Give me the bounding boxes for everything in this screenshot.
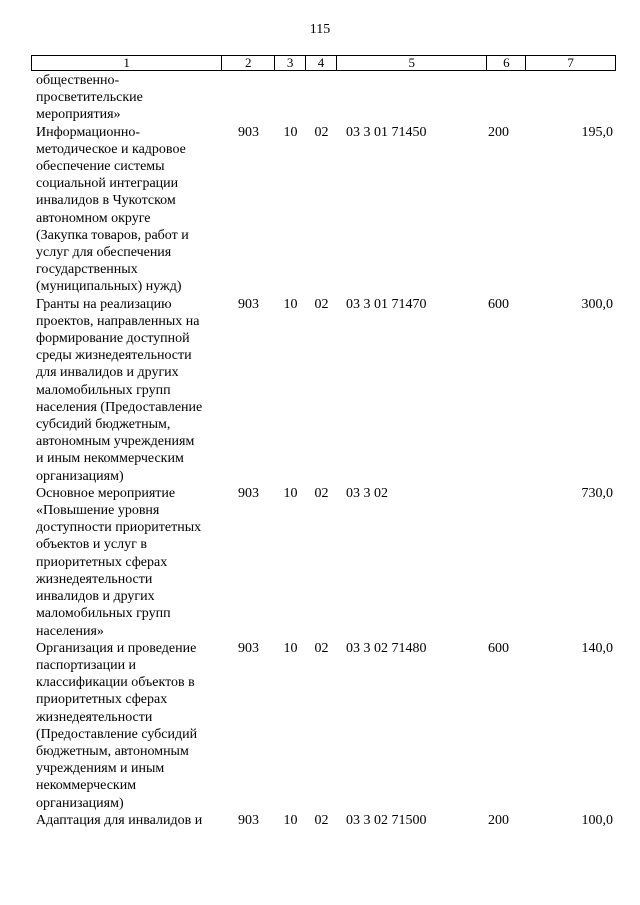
table-row bbox=[36, 640, 616, 812]
header-col-5: 5 bbox=[337, 56, 487, 70]
row-sum: 100,0 bbox=[581, 812, 613, 828]
table-row bbox=[36, 124, 616, 296]
row-rz: 10 bbox=[283, 640, 298, 656]
row-vr: 200 bbox=[488, 124, 509, 140]
header-col-7: 7 bbox=[567, 55, 574, 70]
row-sum: 300,0 bbox=[581, 296, 613, 312]
row-gr: 903 bbox=[238, 124, 259, 140]
header-col-4: 4 bbox=[306, 56, 337, 70]
row-gr: 903 bbox=[238, 640, 259, 656]
row-pr: 02 bbox=[314, 640, 329, 656]
row-rz: 10 bbox=[283, 296, 298, 312]
row-rz: 10 bbox=[283, 124, 298, 140]
table-row bbox=[36, 485, 616, 640]
table-body bbox=[36, 72, 616, 829]
row-name: Адаптация для инвалидов и bbox=[36, 812, 203, 828]
table-header bbox=[31, 55, 616, 71]
row-name: Гранты на реализацию проектов, направленных на формирование доступной среды жизнедеятельности для инвалидов и других маломобильных групп населения (Предоставление субсидий бюджетным, автономным учреждениям и иным некоммерческим организациям) bbox=[36, 296, 203, 484]
row-name: Информационно- методическое и кадровое обеспечение системы социальной интеграции инвалидов в Чукотском автономном округе (Закупка товаров, работ и услуг для обеспечения государственных (муниципальных) нужд) bbox=[36, 124, 189, 295]
header-col-2: 2 bbox=[222, 56, 275, 70]
row-csr: 03 3 01 71470 bbox=[346, 296, 427, 312]
row-gr: 903 bbox=[238, 485, 259, 501]
row-vr: 600 bbox=[488, 640, 509, 656]
row-vr: 600 bbox=[488, 296, 509, 312]
row-pr: 02 bbox=[314, 812, 329, 828]
header-col-3: 3 bbox=[275, 56, 306, 70]
table-row bbox=[36, 812, 616, 829]
row-rz: 10 bbox=[283, 812, 298, 828]
row-csr: 03 3 01 71450 bbox=[346, 124, 427, 140]
page-number: 115 bbox=[309, 22, 331, 37]
row-csr: 03 3 02 71480 bbox=[346, 640, 427, 656]
row-sum: 140,0 bbox=[581, 640, 613, 656]
row-gr: 903 bbox=[238, 296, 259, 312]
row-pr: 02 bbox=[314, 485, 329, 501]
row-csr: 03 3 02 71500 bbox=[346, 812, 427, 828]
header-col-6: 6 bbox=[487, 56, 526, 70]
row-csr: 03 3 02 bbox=[346, 485, 388, 501]
row-name: общественно- просветительские мероприятия» bbox=[36, 73, 143, 123]
row-sum: 195,0 bbox=[581, 124, 613, 140]
row-gr: 903 bbox=[238, 812, 259, 828]
table-row bbox=[36, 72, 616, 124]
header-col-1: 1 bbox=[32, 56, 222, 70]
row-name: Организация и проведение паспортизации и классификации объектов в приоритетных сферах жизнедеятельности (Предоставление субсидий бюджетным, автономным учреждениям и иным некоммерческим организациям) bbox=[36, 640, 198, 811]
row-pr: 02 bbox=[314, 124, 329, 140]
row-sum: 730,0 bbox=[581, 485, 613, 501]
table-row bbox=[36, 296, 616, 485]
row-pr: 02 bbox=[314, 296, 329, 312]
row-vr: 200 bbox=[488, 812, 509, 828]
row-rz: 10 bbox=[283, 485, 298, 501]
row-name: Основное мероприятие «Повышение уровня доступности приоритетных объектов и услуг в приоритетных сферах жизнедеятельности инвалидов и других маломобильных групп населения» bbox=[36, 485, 202, 639]
